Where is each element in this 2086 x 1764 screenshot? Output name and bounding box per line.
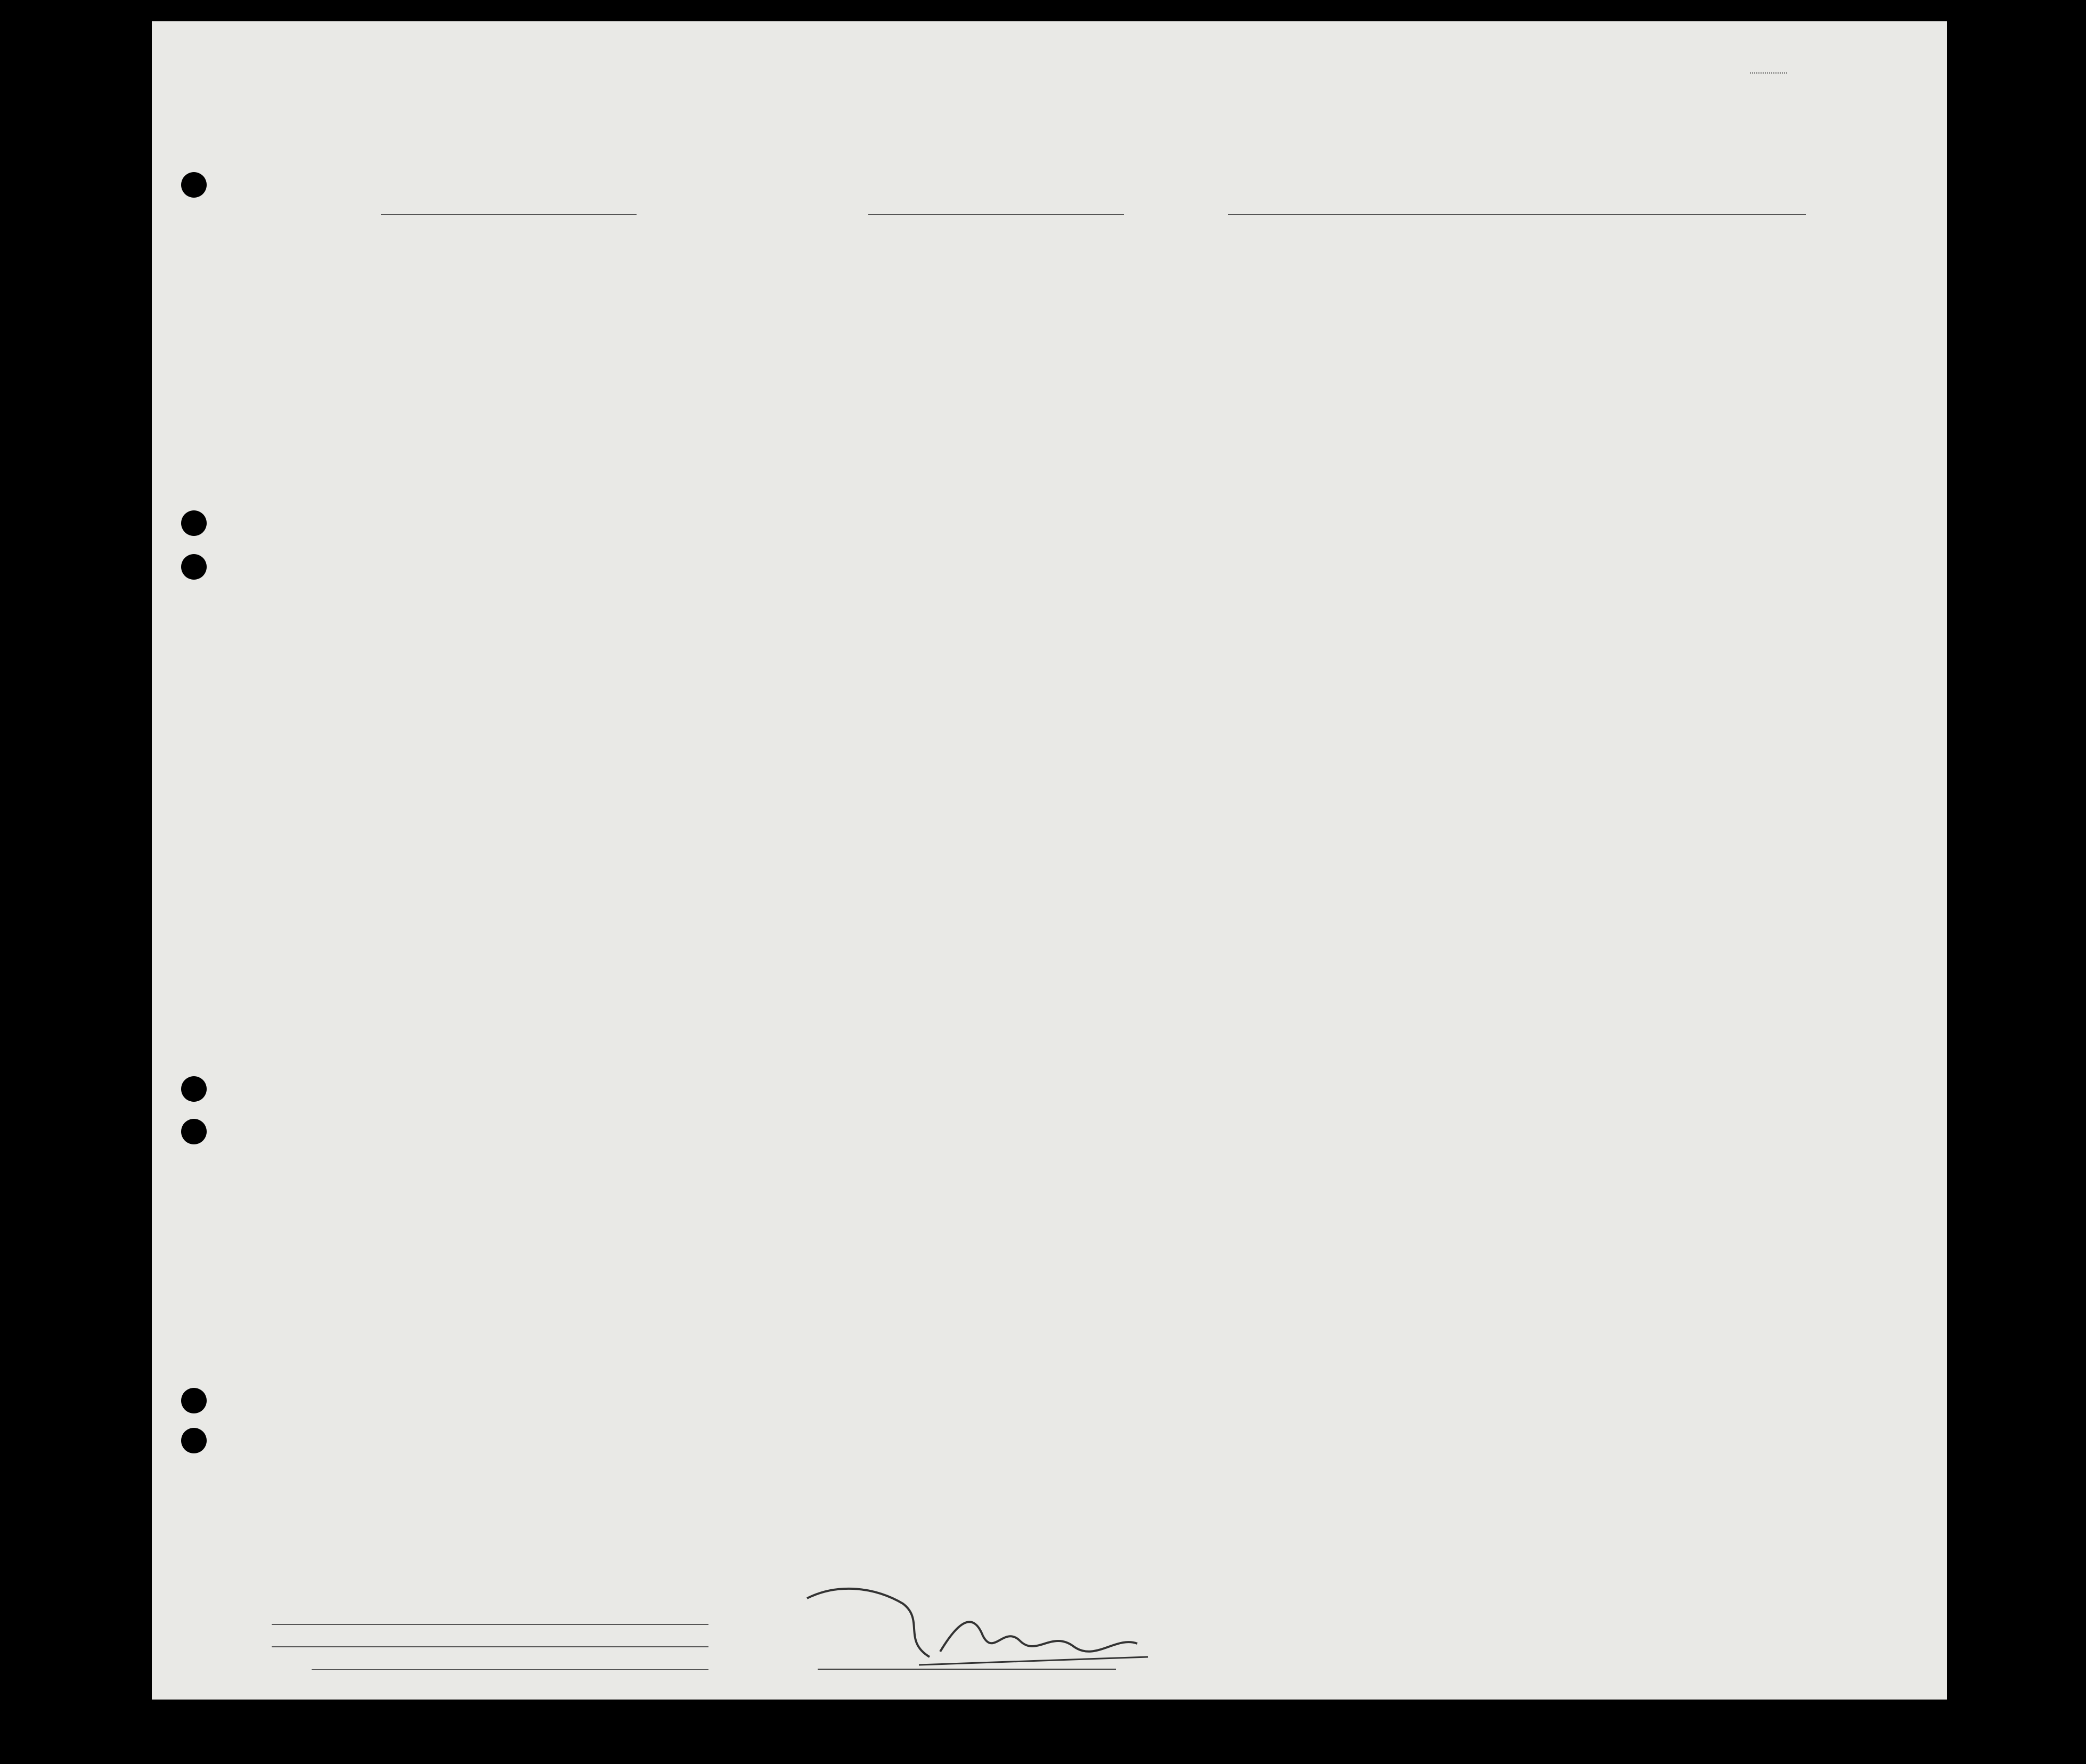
signature-underline: [818, 1669, 1116, 1670]
owners-underline: [272, 1646, 708, 1647]
punch-hole: [181, 1119, 207, 1144]
punch-hole: [181, 510, 207, 536]
date-underline: [1539, 214, 1806, 215]
agents-underline: [312, 1669, 708, 1670]
inspector-signature: [796, 1577, 1169, 1684]
manifest-sheet: [152, 21, 1947, 1700]
punch-hole: [181, 1388, 207, 1413]
punch-hole: [181, 554, 207, 580]
punch-hole: [181, 1428, 207, 1453]
punch-hole: [181, 172, 207, 198]
line-underline: [272, 1624, 708, 1625]
punch-hole: [181, 1076, 207, 1102]
sheet-number-block: [1750, 61, 1787, 77]
vessel-underline: [381, 214, 637, 215]
sheet-number: [1750, 72, 1787, 74]
port-underline: [868, 214, 1124, 215]
